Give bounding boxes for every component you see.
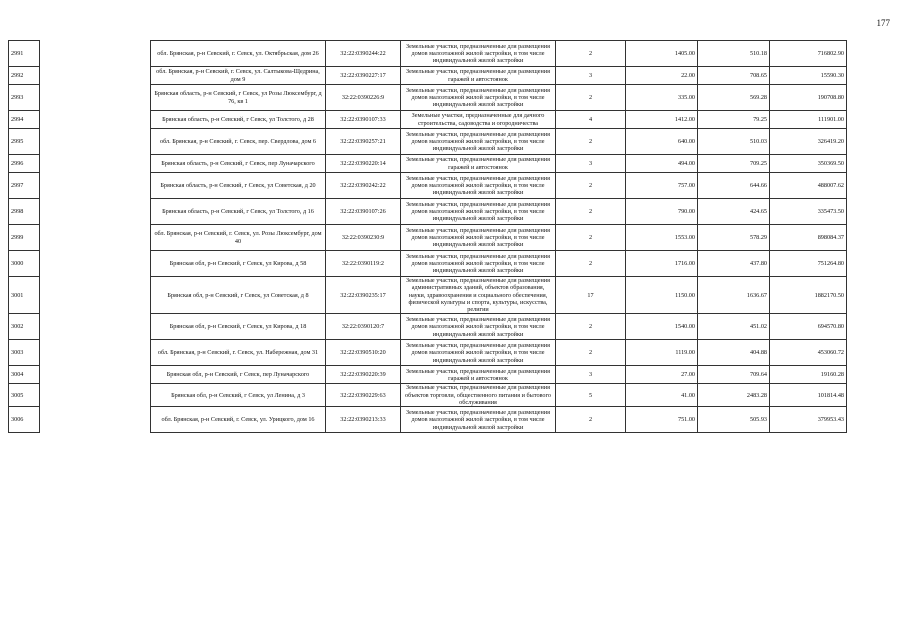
spacer-cell xyxy=(40,111,151,129)
spacer-cell xyxy=(40,199,151,225)
table-row xyxy=(9,277,847,314)
specific-value-cell: 644.66 xyxy=(698,173,770,199)
spacer-cell xyxy=(40,41,151,67)
row-number-cell: 2991 xyxy=(9,41,40,67)
land-use-type-cell: Земельные участки, предназначенные для размещения гаражей и автостоянок xyxy=(401,67,556,85)
area-cell: 27.00 xyxy=(626,366,698,384)
cadastral-value-cell: 15590.30 xyxy=(770,67,847,85)
table-row xyxy=(9,340,847,366)
table-row xyxy=(9,155,847,173)
address-cell: Брянская обл, р-н Севский, г Севск, ул Ленина, д 3 xyxy=(151,384,326,407)
specific-value-cell: 505.93 xyxy=(698,407,770,433)
land-use-type-cell: Земельные участки, предназначенные для размещения гаражей и автостоянок xyxy=(401,366,556,384)
area-cell: 1412.00 xyxy=(626,111,698,129)
row-number-cell: 2998 xyxy=(9,199,40,225)
cadastral-value-cell: 335473.50 xyxy=(770,199,847,225)
land-use-type-cell: Земельные участки, предназначенные для размещения домов малоэтажной жилой застройки, в том числе индивидуальной жилой застройки xyxy=(401,173,556,199)
cadastral-value-cell: 379953.43 xyxy=(770,407,847,433)
specific-value-cell: 424.65 xyxy=(698,199,770,225)
specific-value-cell: 708.65 xyxy=(698,67,770,85)
address-cell: Брянская обл, р-н Севский, г Севск, ул Кирова, д 18 xyxy=(151,314,326,340)
address-cell: Брянская область, р-н Севский, г Севск, ул Розы Люксембург, д 76, кв 1 xyxy=(151,85,326,111)
cadastral-value-cell: 898084.37 xyxy=(770,225,847,251)
cadastral-value-cell: 350369.50 xyxy=(770,155,847,173)
area-cell: 1540.00 xyxy=(626,314,698,340)
group-number-cell: 2 xyxy=(556,225,626,251)
cadastral-value-cell: 1882170.50 xyxy=(770,277,847,314)
table-row xyxy=(9,199,847,225)
land-use-type-cell: Земельные участки, предназначенные для размещения домов малоэтажной жилой застройки, в том числе индивидуальной жилой застройки xyxy=(401,199,556,225)
specific-value-cell: 79.25 xyxy=(698,111,770,129)
cadastral-value-cell: 326419.20 xyxy=(770,129,847,155)
table-row xyxy=(9,225,847,251)
cadastral-number-cell: 32:22:0390235:17 xyxy=(326,277,401,314)
cadastral-number-cell: 32:22:0390226:9 xyxy=(326,85,401,111)
cadastral-number-cell: 32:22:0390107:26 xyxy=(326,199,401,225)
spacer-cell xyxy=(40,129,151,155)
row-number-cell: 2997 xyxy=(9,173,40,199)
area-cell: 790.00 xyxy=(626,199,698,225)
area-cell: 22.00 xyxy=(626,67,698,85)
group-number-cell: 2 xyxy=(556,251,626,277)
row-number-cell: 2992 xyxy=(9,67,40,85)
land-use-type-cell: Земельные участки, предназначенные для размещения домов малоэтажной жилой застройки, в том числе индивидуальной жилой застройки xyxy=(401,407,556,433)
row-number-cell: 3003 xyxy=(9,340,40,366)
cadastral-value-cell: 751264.80 xyxy=(770,251,847,277)
cadastral-number-cell: 32:22:0390119:2 xyxy=(326,251,401,277)
group-number-cell: 2 xyxy=(556,85,626,111)
specific-value-cell: 709.25 xyxy=(698,155,770,173)
cadastral-value-cell: 716802.90 xyxy=(770,41,847,67)
land-plots-table xyxy=(8,40,847,433)
spacer-cell xyxy=(40,155,151,173)
specific-value-cell: 1636.67 xyxy=(698,277,770,314)
spacer-cell xyxy=(40,251,151,277)
area-cell: 757.00 xyxy=(626,173,698,199)
land-use-type-cell: Земельные участки, предназначенные для размещения домов малоэтажной жилой застройки, в том числе индивидуальной жилой застройки xyxy=(401,41,556,67)
spacer-cell xyxy=(40,407,151,433)
group-number-cell: 3 xyxy=(556,366,626,384)
table-row xyxy=(9,173,847,199)
address-cell: обл. Брянская, р-н Севский, г. Севск, ул. Розы Люксембург, дом 40 xyxy=(151,225,326,251)
table-row xyxy=(9,111,847,129)
land-use-type-cell: Земельные участки, предназначенные для размещения домов малоэтажной жилой застройки, в том числе индивидуальной жилой застройки xyxy=(401,225,556,251)
table-row xyxy=(9,41,847,67)
group-number-cell: 3 xyxy=(556,67,626,85)
spacer-cell xyxy=(40,314,151,340)
area-cell: 751.00 xyxy=(626,407,698,433)
table-row xyxy=(9,251,847,277)
group-number-cell: 2 xyxy=(556,173,626,199)
spacer-cell xyxy=(40,277,151,314)
cadastral-number-cell: 32:22:0390230:9 xyxy=(326,225,401,251)
address-cell: Брянская обл, р-н Севский, г Севск, пер Луначарского xyxy=(151,366,326,384)
row-number-cell: 3005 xyxy=(9,384,40,407)
table-row xyxy=(9,314,847,340)
land-use-type-cell: Земельные участки, предназначенные для размещения домов малоэтажной жилой застройки, в том числе индивидуальной жилой застройки xyxy=(401,340,556,366)
row-number-cell: 3001 xyxy=(9,277,40,314)
group-number-cell: 2 xyxy=(556,129,626,155)
specific-value-cell: 510.18 xyxy=(698,41,770,67)
table-row xyxy=(9,407,847,433)
address-cell: Брянская область, р-н Севский, г Севск, пер Луначарского xyxy=(151,155,326,173)
group-number-cell: 2 xyxy=(556,314,626,340)
address-cell: Брянская область, р-н Севский, г Севск, ул Толстого, д 28 xyxy=(151,111,326,129)
specific-value-cell: 404.88 xyxy=(698,340,770,366)
group-number-cell: 2 xyxy=(556,41,626,67)
land-use-type-cell: Земельные участки, предназначенные для дачного строительства, садоводства и огородничества xyxy=(401,111,556,129)
land-use-type-cell: Земельные участки, предназначенные для размещения домов малоэтажной жилой застройки, в том числе индивидуальной жилой застройки xyxy=(401,314,556,340)
row-number-cell: 2999 xyxy=(9,225,40,251)
area-cell: 1119.00 xyxy=(626,340,698,366)
area-cell: 1150.00 xyxy=(626,277,698,314)
specific-value-cell: 451.02 xyxy=(698,314,770,340)
cadastral-number-cell: 32:22:0390107:33 xyxy=(326,111,401,129)
spacer-cell xyxy=(40,366,151,384)
cadastral-value-cell: 101814.48 xyxy=(770,384,847,407)
cadastral-number-cell: 32:22:0390242:22 xyxy=(326,173,401,199)
table-row xyxy=(9,384,847,407)
cadastral-number-cell: 32:22:0390213:33 xyxy=(326,407,401,433)
spacer-cell xyxy=(40,340,151,366)
table-row xyxy=(9,85,847,111)
cadastral-number-cell: 32:22:0390227:17 xyxy=(326,67,401,85)
group-number-cell: 3 xyxy=(556,155,626,173)
land-use-type-cell: Земельные участки, предназначенные для размещения объектов торговли, общественного питания и бытового обслуживания xyxy=(401,384,556,407)
area-cell: 1716.00 xyxy=(626,251,698,277)
specific-value-cell: 437.80 xyxy=(698,251,770,277)
specific-value-cell: 2483.28 xyxy=(698,384,770,407)
specific-value-cell: 510.03 xyxy=(698,129,770,155)
group-number-cell: 2 xyxy=(556,407,626,433)
row-number-cell: 2993 xyxy=(9,85,40,111)
address-cell: Брянская область, р-н Севский, г Севск, ул Советская, д 20 xyxy=(151,173,326,199)
spacer-cell xyxy=(40,85,151,111)
area-cell: 335.00 xyxy=(626,85,698,111)
spacer-cell xyxy=(40,67,151,85)
table-body xyxy=(9,41,847,433)
specific-value-cell: 569.28 xyxy=(698,85,770,111)
page-number: 177 xyxy=(876,18,890,28)
cadastral-value-cell: 19160.28 xyxy=(770,366,847,384)
cadastral-number-cell: 32:22:0390244:22 xyxy=(326,41,401,67)
specific-value-cell: 709.64 xyxy=(698,366,770,384)
address-cell: Брянская обл, р-н Севский, г Севск, ул Кирова, д 58 xyxy=(151,251,326,277)
land-use-type-cell: Земельные участки, предназначенные для размещения домов малоэтажной жилой застройки, в том числе индивидуальной жилой застройки xyxy=(401,251,556,277)
cadastral-number-cell: 32:22:0390229:63 xyxy=(326,384,401,407)
specific-value-cell: 578.29 xyxy=(698,225,770,251)
cadastral-number-cell: 32:22:0390220:39 xyxy=(326,366,401,384)
table-row xyxy=(9,67,847,85)
area-cell: 494.00 xyxy=(626,155,698,173)
land-use-type-cell: Земельные участки, предназначенные для размещения домов малоэтажной жилой застройки, в том числе индивидуальной жилой застройки xyxy=(401,85,556,111)
spacer-cell xyxy=(40,384,151,407)
cadastral-number-cell: 32:22:0390220:14 xyxy=(326,155,401,173)
address-cell: обл. Брянская, р-н Севский, г. Севск, ул. Урицкого, дом 16 xyxy=(151,407,326,433)
cadastral-number-cell: 32:22:0390257:21 xyxy=(326,129,401,155)
address-cell: Брянская обл, р-н Севский, г Севск, ул Советская, д 8 xyxy=(151,277,326,314)
cadastral-value-cell: 694570.80 xyxy=(770,314,847,340)
land-use-type-cell: Земельные участки, предназначенные для размещения гаражей и автостоянок xyxy=(401,155,556,173)
row-number-cell: 3002 xyxy=(9,314,40,340)
land-use-type-cell: Земельные участки, предназначенные для размещения домов малоэтажной жилой застройки, в том числе индивидуальной жилой застройки xyxy=(401,129,556,155)
area-cell: 1553.00 xyxy=(626,225,698,251)
table-row xyxy=(9,129,847,155)
row-number-cell: 2996 xyxy=(9,155,40,173)
address-cell: обл. Брянская, р-н Севский, г. Севск, ул. Салтыкова-Щедрина, дом 9 xyxy=(151,67,326,85)
cadastral-number-cell: 32:22:0390510:20 xyxy=(326,340,401,366)
area-cell: 640.00 xyxy=(626,129,698,155)
address-cell: обл. Брянская, р-н Севский, г. Севск, ул. Октябрьская, дом 26 xyxy=(151,41,326,67)
row-number-cell: 2994 xyxy=(9,111,40,129)
spacer-cell xyxy=(40,225,151,251)
address-cell: обл. Брянская, р-н Севский, г. Севск, пер. Свердлова, дом 6 xyxy=(151,129,326,155)
spacer-cell xyxy=(40,173,151,199)
group-number-cell: 4 xyxy=(556,111,626,129)
table-row xyxy=(9,366,847,384)
cadastral-value-cell: 488007.62 xyxy=(770,173,847,199)
row-number-cell: 3006 xyxy=(9,407,40,433)
row-number-cell: 3004 xyxy=(9,366,40,384)
group-number-cell: 17 xyxy=(556,277,626,314)
address-cell: Брянская область, р-н Севский, г Севск, ул Толстого, д 16 xyxy=(151,199,326,225)
row-number-cell: 3000 xyxy=(9,251,40,277)
group-number-cell: 2 xyxy=(556,199,626,225)
group-number-cell: 2 xyxy=(556,340,626,366)
land-use-type-cell: Земельные участки, предназначенные для размещения административных зданий, объектов образования, науки, здравоохранения и социального обеспечения, физической культуры и спорта, культуры, искусства, религии xyxy=(401,277,556,314)
cadastral-value-cell: 111901.00 xyxy=(770,111,847,129)
address-cell: обл. Брянская, р-н Севский, г. Севск, ул. Набережная, дом 31 xyxy=(151,340,326,366)
row-number-cell: 2995 xyxy=(9,129,40,155)
cadastral-value-cell: 453060.72 xyxy=(770,340,847,366)
cadastral-number-cell: 32:22:0390120:7 xyxy=(326,314,401,340)
group-number-cell: 5 xyxy=(556,384,626,407)
cadastral-value-cell: 190708.80 xyxy=(770,85,847,111)
area-cell: 1405.00 xyxy=(626,41,698,67)
area-cell: 41.00 xyxy=(626,384,698,407)
